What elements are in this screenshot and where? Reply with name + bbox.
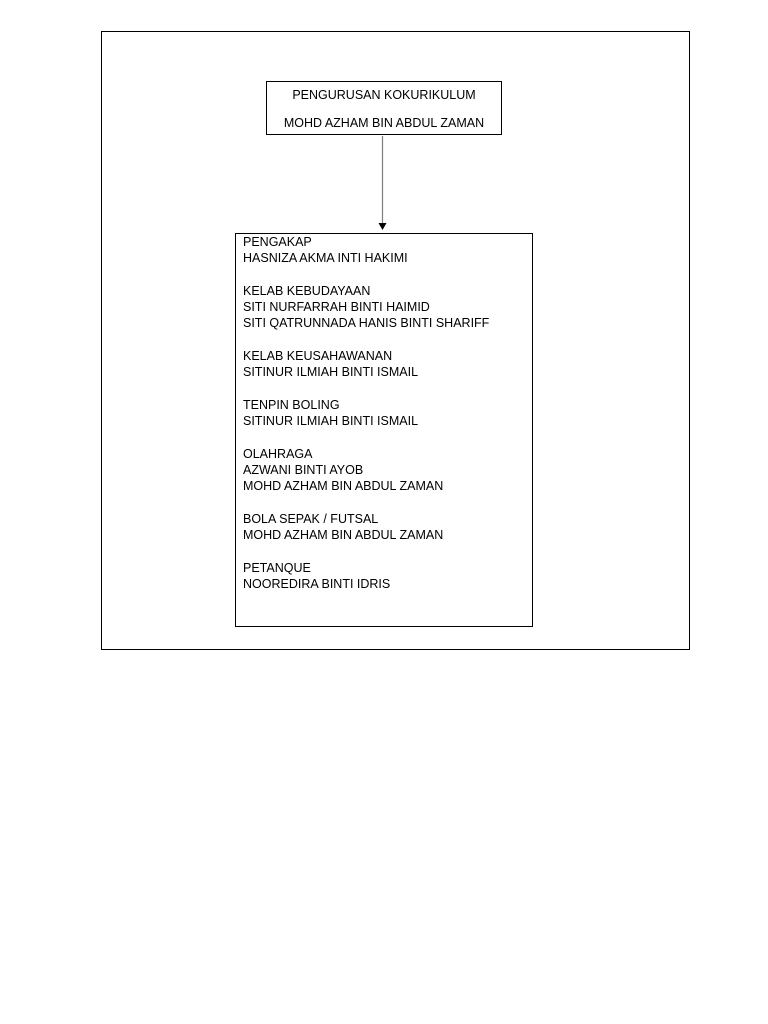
activity-group <box>243 446 489 495</box>
activity-title: KELAB KEUSAHAWANAN <box>243 349 393 364</box>
activities-list <box>243 234 489 593</box>
activity-member: AZWANI BINTI AYOB <box>243 463 364 478</box>
activity-member: SITI NURFARRAH BINTI HAIMID <box>243 300 430 315</box>
activity-group <box>243 234 489 267</box>
head-title: PENGURUSAN KOKURIKULUM <box>292 88 476 102</box>
connector-arrow <box>376 136 390 234</box>
activity-group <box>243 283 489 332</box>
arrow-head-icon <box>379 223 387 230</box>
activities-box <box>235 233 533 627</box>
activity-group <box>243 511 489 544</box>
activity-group <box>243 397 489 430</box>
activity-member: NOOREDIRA BINTI IDRIS <box>243 577 391 592</box>
activity-title: PETANQUE <box>243 560 311 575</box>
activity-member: MOHD AZHAM BIN ABDUL ZAMAN <box>243 479 444 494</box>
activity-member: SITI QATRUNNADA HANIS BINTI SHARIFF <box>243 316 490 331</box>
head-name: MOHD AZHAM BIN ABDUL ZAMAN <box>283 116 485 130</box>
activity-group <box>243 348 489 381</box>
activity-title: OLAHRAGA <box>243 446 313 461</box>
activity-title: KELAB KEBUDAYAAN <box>243 283 371 298</box>
activity-member: HASNIZA AKMA INTI HAKIMI <box>243 251 408 266</box>
activity-member: MOHD AZHAM BIN ABDUL ZAMAN <box>243 528 444 543</box>
activity-title: BOLA SEPAK / FUTSAL <box>243 512 379 527</box>
activity-group <box>243 560 489 593</box>
head-box <box>266 81 502 135</box>
activity-title: PENGAKAP <box>243 235 312 249</box>
activity-member: SITINUR ILMIAH BINTI ISMAIL <box>243 414 419 429</box>
activity-title: TENPIN BOLING <box>243 397 340 412</box>
activity-member: SITINUR ILMIAH BINTI ISMAIL <box>243 365 419 380</box>
